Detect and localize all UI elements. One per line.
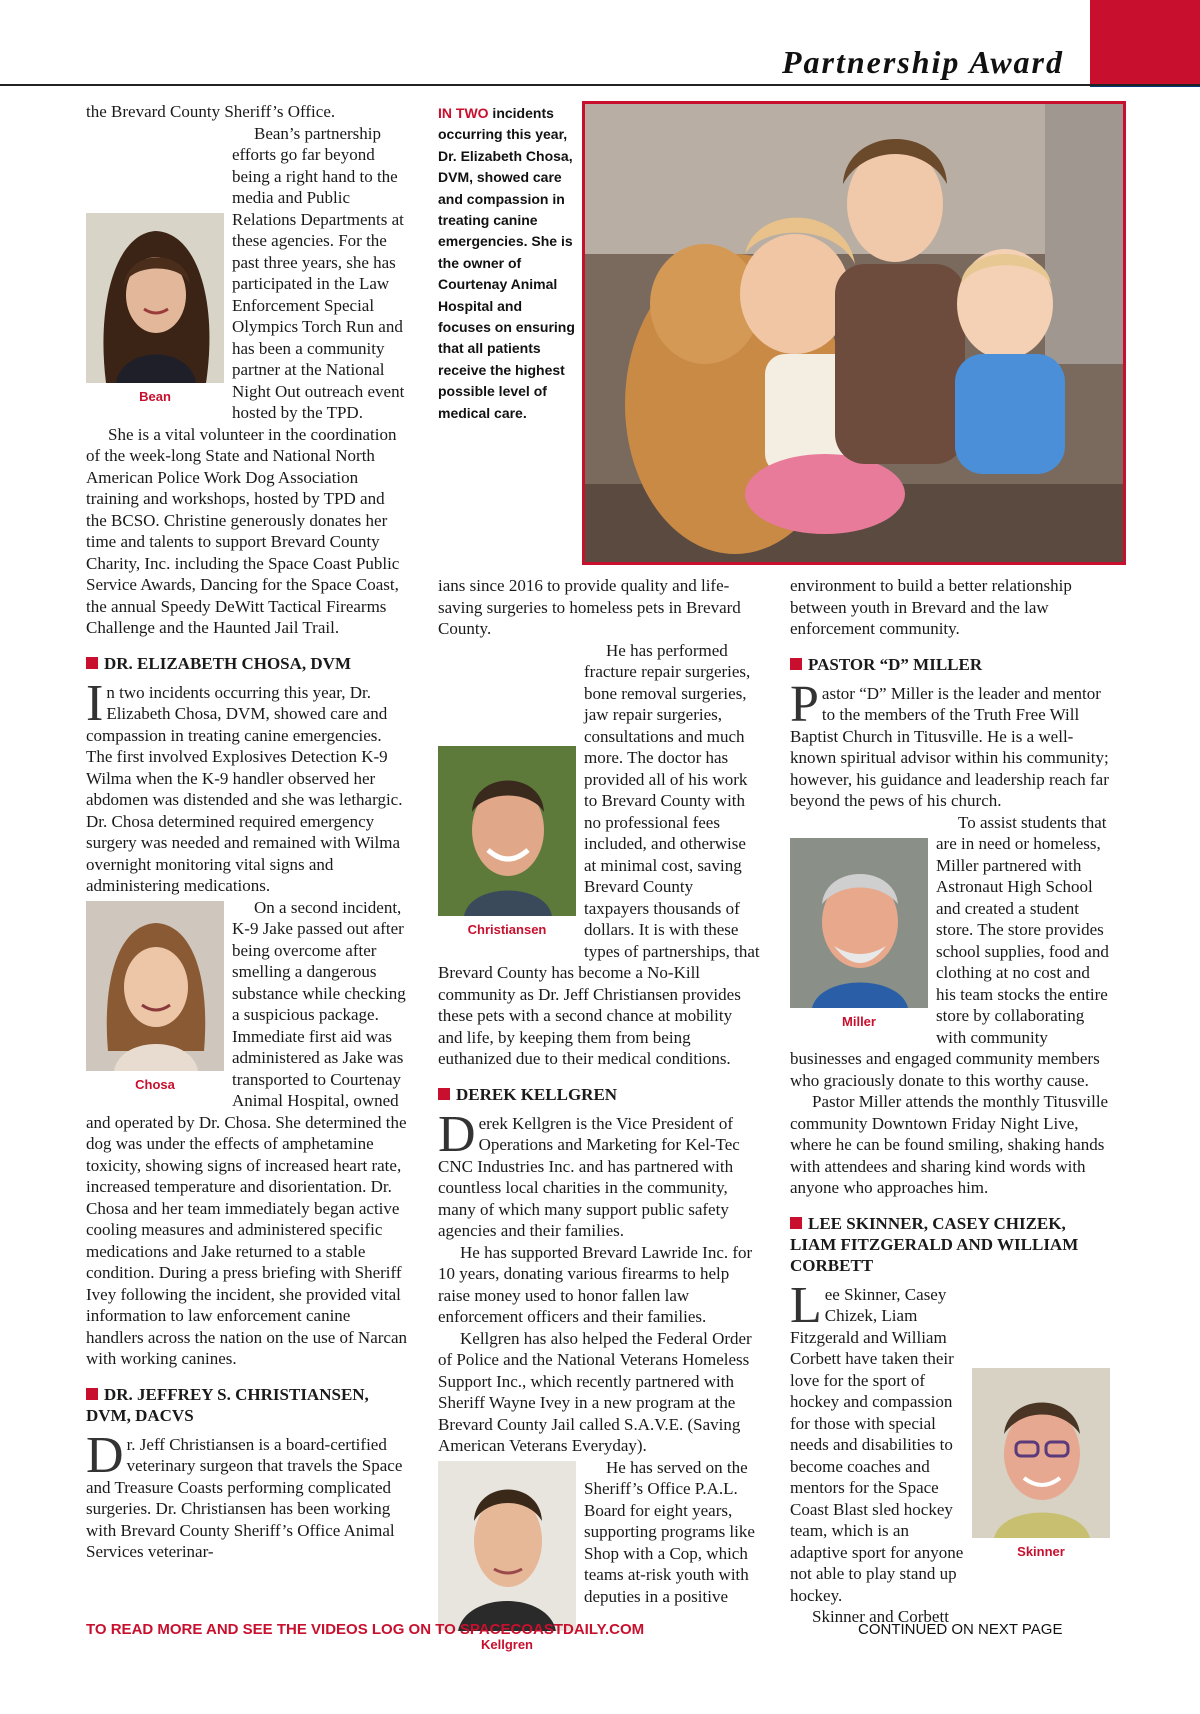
column-3	[790, 575, 1110, 1628]
section-bullet	[86, 1388, 98, 1400]
chosa-photo-figure	[86, 901, 224, 1096]
drop-cap: D	[438, 1105, 476, 1163]
skinner-caption: Skinner	[1017, 1543, 1065, 1559]
section-bullet	[86, 657, 98, 669]
feature-photo	[582, 101, 1126, 565]
paragraph: ians since 2016 to provide quality and life-saving surgeries to homeless pets in Brevard County.	[438, 576, 741, 638]
miller-caption: Miller	[842, 1013, 876, 1029]
paragraph: Pastor Miller attends the monthly Titusville community Downtown Friday Night Live, where he can be found smiling, shaking hands with attendees and sharing kind words with anyone who approaches him.	[790, 1092, 1109, 1197]
paragraph: He has performed fracture repair surgeries, bone removal surgeries, jaw repair surgeries, consultations and much more. The doctor has provided all of his work to Brevard County with no professional fees included, and otherwise at minimal cost, saving Brevard County taxpayers thousands of dollars. It is with these types of partnerships, that Brevard County has become a No-Kill community as Dr. Jeff Christiansen provides these pets with a second chance at mobility and life, by keeping them from being euthanized due to their medical conditions.	[438, 640, 760, 1068]
paragraph: Derek Kellgren is the Vice President of Operations and Marketing for Kel-Tec CNC Industries Inc. and has partnered with countless local charities in the community, many of which many support public safety agencies and their families.	[438, 1105, 740, 1240]
header-rule	[0, 84, 1200, 86]
bean-photo-figure	[86, 213, 224, 408]
paragraph: He has served on the Sheriff’s Office P.A.L. Board for eight years, supporting programs like Shop with a Cop, which teams at-risk youth with deputies in a positive	[584, 1457, 755, 1606]
miller-photo	[790, 838, 928, 1008]
chosa-caption: Chosa	[135, 1076, 175, 1092]
paragraph: Bean’s partnership efforts go far beyond being a right hand to the media and Public Relations Departments at these agencies. For the past three years, she has participated in the Law Enforcement Special Olympics Torch Run and has been a community partner at the National Night Out outreach event hosted by the TPD.	[232, 123, 405, 422]
paragraph: In two incidents occurring this year, Dr. Elizabeth Chosa, DVM, showed care and compassion in treating canine emergencies. The first involved Explosives Detection K-9 Wilma when the K-9 handler observed her abdomen was distended and she was lethargic. Dr. Chosa determined required emergency surgery was needed and remained with Wilma overnight monitoring vital signs and administering medications.	[86, 674, 403, 895]
skinner-heading: LEE SKINNER, CASEY CHIZEK, LIAM FITZGERALD AND WILLIAM CORBETT	[790, 1213, 1079, 1275]
paragraph: To assist students that are in need or homeless, Miller partnered with Astronaut High School and created a student store. The store provides school supplies, food and clothing at no cost and his team stocks the entire store by collaborating with community businesses and engaged community members who graciously donate to this worthy cause.	[790, 812, 1109, 1090]
miller-photo-figure	[790, 838, 928, 1033]
bean-photo	[86, 213, 224, 383]
christiansen-photo	[438, 746, 576, 916]
christiansen-caption: Christiansen	[467, 921, 547, 937]
drop-cap: P	[790, 675, 819, 733]
kellgren-heading: DEREK KELLGREN	[438, 1084, 760, 1105]
paragraph: On a second incident, K-9 Jake passed out after being overcome after smelling a dangerous substance while checking a suspicious package. Immediate first aid was administered as Jake was transported to Courtenay Animal Hospital, owned and operated by Dr. Chosa. She determined the dog was under the effects of amphetamine toxicity, showing signs of increased heart rate, increased temperature and disorientation. Dr. Chosa and her team immediately began active cooling measures and administered specific medications and Jake returned to a stable condition. During a press briefing with Sheriff Ivey following the incident, she provided vital information to law enforcement canine handlers across the nation on the use of Narcan with working canines.	[86, 897, 407, 1368]
kellgren-photo	[438, 1461, 576, 1631]
christiansen-heading: DR. JEFFREY S. CHRISTIANSEN, DVM, DACVS	[86, 1384, 369, 1425]
chosa-photo	[86, 901, 224, 1071]
footer-continued: CONTINUED ON NEXT PAGE	[858, 1621, 1063, 1638]
section-bullet	[790, 658, 802, 670]
paragraph: Dr. Jeff Christiansen is a board-certified veterinary surgeon that travels the Space and Treasure Coasts performing complicated surgeries. Dr. Christiansen has been working with Brevard County Sheriff’s Office Animal Services veterinar-	[86, 1426, 403, 1561]
paragraph: He has supported Brevard Lawride Inc. for 10 years, donating various firearms to help raise money used to honor fallen law enforcement officers and their families.	[438, 1242, 753, 1326]
feature-caption-lead: IN TWO	[438, 105, 489, 121]
column-2	[438, 575, 760, 1657]
chosa-heading: DR. ELIZABETH CHOSA, DVM	[86, 653, 408, 674]
paragraph: She is a vital volunteer in the coordination of the week-long State and National North American Police Work Dog Association training and workshops, hosted by TPD and the BCSO. Christine generously donates her time and talents to support Brevard County Charity, Inc. including the Space Coast Public Service Awards, Dancing for the Space Coast, the annual Speedy DeWitt Tactical Firearms Challenge and the Haunted Jail Trail.	[86, 424, 400, 637]
section-title: Partnership Award	[781, 44, 1064, 80]
paragraph: Lee Skinner, Casey Chizek, Liam Fitzgerald and William Corbett have taken their love for the sport of hockey and compassion for those with special needs and disabilities to become coaches and mentors for the Space Coast Blast sled hockey team, which is an adaptive sport for anyone not able to play stand up hockey.	[790, 1276, 964, 1605]
paragraph: Pastor “D” Miller is the leader and mentor to the members of the Truth Free Will Baptist Church in Titusville. He is a well-known spiritual advisor within his community; however, his guidance and leadership reach far beyond the pews of his church.	[790, 675, 1109, 810]
feature-caption-text: incidents occurring this year, Dr. Elizabeth Chosa, DVM, showed care and compassion in treating canine emergencies. She is the owner of Courtenay Animal Hospital and focuses on ensuring that all patients receive the highest possible level of medical care.	[438, 105, 575, 421]
column-1	[86, 101, 408, 1563]
header-red-block	[1090, 0, 1200, 84]
feature-caption	[438, 103, 576, 424]
section-bullet	[438, 1088, 450, 1100]
footer-website-link[interactable]: TO READ MORE AND SEE THE VIDEOS LOG ON TO SPACECOASTDAILY.COM	[86, 1621, 645, 1638]
kellgren-caption: Kellgren	[480, 1636, 533, 1652]
christiansen-photo-figure	[438, 746, 576, 941]
drop-cap: D	[86, 1426, 124, 1484]
skinner-photo-figure	[972, 1368, 1110, 1563]
miller-heading: PASTOR “D” MILLER	[790, 654, 1110, 675]
drop-cap: L	[790, 1276, 822, 1334]
paragraph: Skinner and Corbett	[812, 1607, 949, 1626]
paragraph: the Brevard County Sheriff’s Office.	[86, 102, 336, 121]
section-bullet	[790, 1217, 802, 1229]
bean-caption: Bean	[139, 388, 171, 404]
drop-cap: I	[86, 674, 104, 732]
skinner-photo	[972, 1368, 1110, 1538]
paragraph: environment to build a better relationship between youth in Brevard and the law enforcement community.	[790, 576, 1072, 638]
paragraph: Kellgren has also helped the Federal Order of Police and the National Veterans Homeless Support Inc., which recently partnered with Sheriff Wayne Ivey in a new program at the Brevard County Jail called S.A.V.E. (Saving American Veterans Everyday).	[438, 1328, 752, 1455]
